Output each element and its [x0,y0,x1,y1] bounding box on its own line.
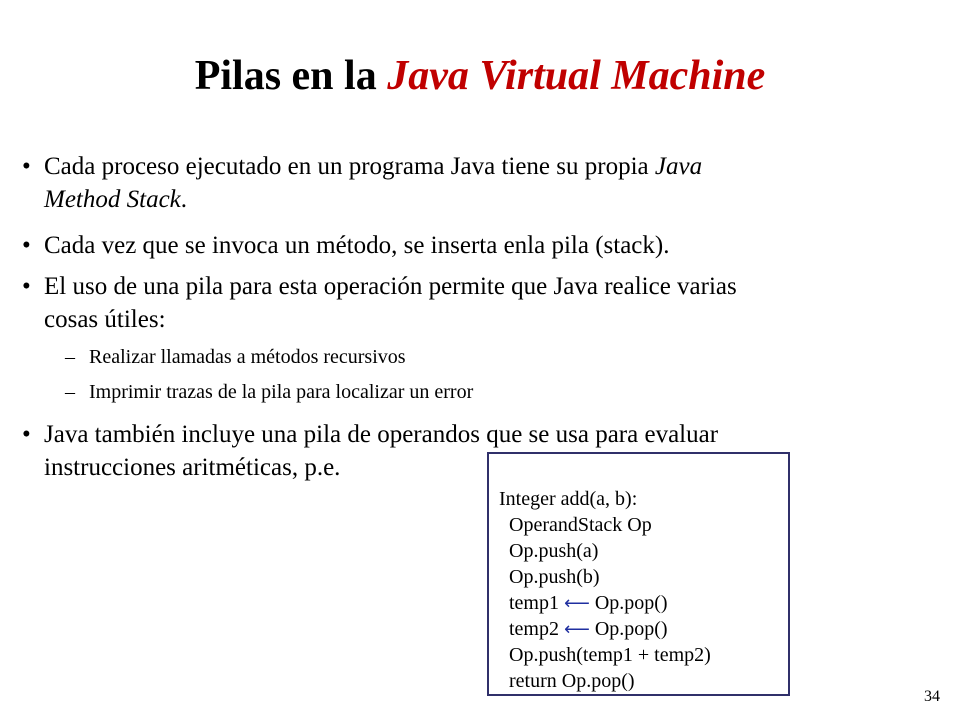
code-line: Op.push(temp1 + temp2) [499,644,711,666]
bullet-dot: • [22,232,31,259]
bullet-text-part: . [180,186,188,213]
bullet-text [44,150,944,216]
title-prefix: Pilas en la [194,53,388,99]
code-line [499,590,668,617]
left-arrow-icon: ⟵ [564,619,590,640]
bullet-dot: • [22,421,31,448]
sub-dash: – [65,346,75,368]
sub-item-text: Imprimir trazas de la pila para localizar un error [89,381,474,403]
code-line: Integer add(a, b): [499,488,638,510]
left-arrow-icon: ⟵ [564,593,590,614]
bullet-text-line: instrucciones aritméticas, p.e. [44,454,341,481]
bullet-text-line: cosas útiles: [44,306,166,333]
code-line: Op.push(b) [499,566,600,588]
code-text: temp1 [499,592,564,614]
bullet-dot: • [22,153,31,180]
code-text: Op.pop() [589,618,668,640]
bullet-text: Cada vez que se invoca un método, se inserta enla pila (stack). [44,232,670,259]
code-text: Op.pop() [589,592,668,614]
bullet-text-part: Cada proceso ejecutado en un programa Java tiene su propia [44,153,655,180]
code-line: Op.push(a) [499,540,599,562]
bullet-text [44,270,944,336]
bullet-text-italic: Method Stack [44,186,181,213]
page-number: 34 [924,688,940,705]
title-accent: Java Virtual Machine [387,53,766,99]
bullet-text-line: Java también incluye una pila de operandos que se usa para evaluar [44,421,719,448]
code-example-box [487,452,790,696]
code-line [499,616,668,643]
code-line: return Op.pop() [499,670,635,692]
bullet-text-italic: Java [654,153,703,180]
bullet-text-line: El uso de una pila para esta operación permite que Java realice varias [44,273,737,300]
sub-dash: – [65,381,75,403]
sub-item-text: Realizar llamadas a métodos recursivos [89,346,406,368]
code-line: OperandStack Op [499,514,652,536]
code-text: temp2 [499,618,564,640]
bullet-dot: • [22,273,31,300]
